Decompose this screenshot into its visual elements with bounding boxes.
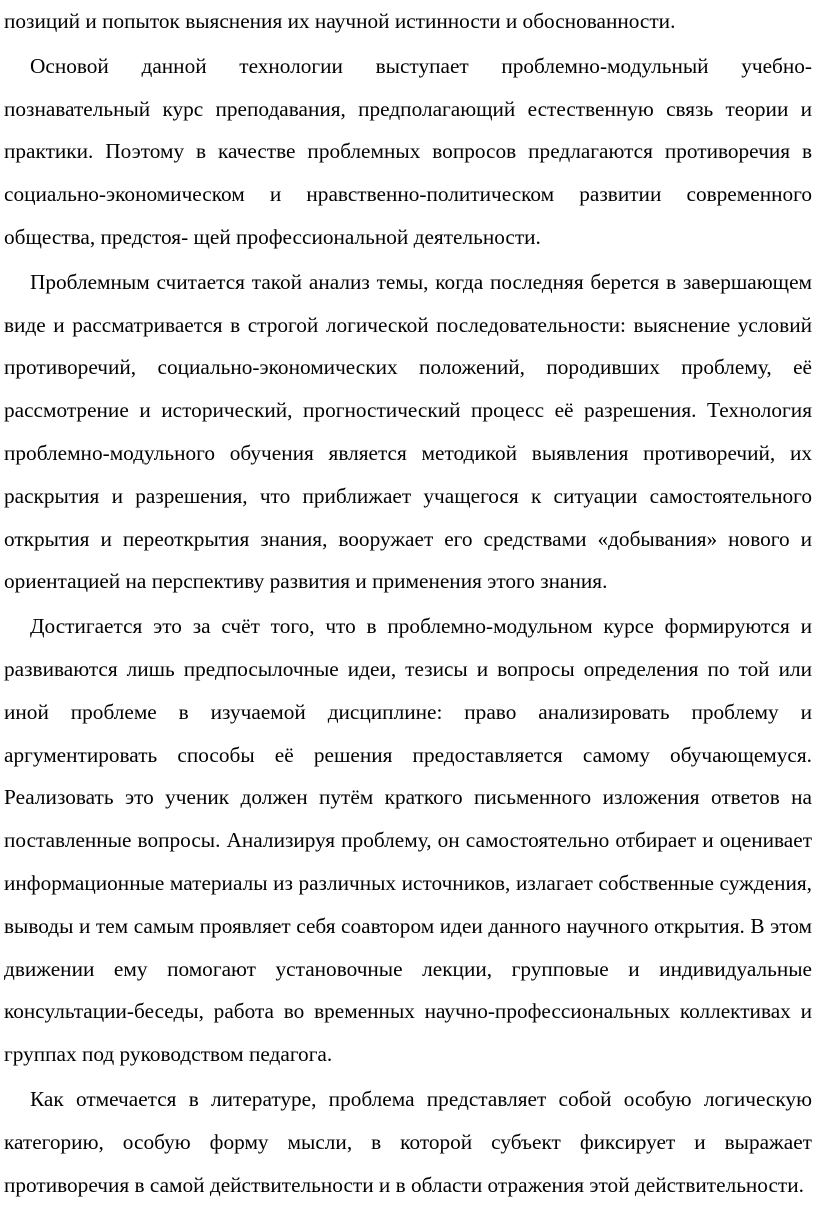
paragraph-continuation: позиций и попыток выяснения их научной истинности и обоснованности. — [4, 9, 676, 33]
paragraph-problem-definition: Как отмечается в литературе, проблема представляет собой особую логическую категорию, особую форму мысли, в которой субъект фиксирует и выражает противоречия в самой действительности и в области отражения этой действительности. — [4, 1086, 812, 1197]
paragraph-problem-analysis: Проблемным считается такой анализ темы, когда последняя берется в завершающем виде и рассматривается в строгой логической последовательности: выяснение условий противоречий, социально-экономических положений, породивших проблему, её рассмотрение и исторический, прогностический процесс её разрешения. Технология проблемно-модульного обучения является методикой выявления противоречий, их раскрытия и разрешения, что приближает учащегося к ситуации самостоятельного открытия и переоткрытия знания, вооружает его средствами «добывания» нового и ориентацией на перспективу развития и применения этого знания. — [4, 269, 812, 594]
paragraph-technology-basis: Основой данной технологии выступает проблемно-модульный учебно-познавательный курс преподавания, предполагающий естественную связь теории и практики. Поэтому в качестве проблемных вопросов предлагаются противоречия в социально-экономическом и нравственно-политическом развитии современного общества, предстоя- щей профессиональной деятельности. — [4, 53, 812, 249]
paragraph-problem-modular-course: Достигается это за счёт того, что в проблемно-модульном курсе формируются и развиваются лишь предпосылочные идеи, тезисы и вопросы определения по той или иной проблеме в изучаемой дисциплине: право анализировать проблему и аргументировать способы её решения предоставляется самому обучающемуся. Реализовать это ученик должен путём краткого письменного изложения ответов на поставленные вопросы. Анализируя проблему, он самостоятельно отбирает и оценивает информационные материалы из различных источников, излагает собственные суждения, выводы и тем самым проявляет себя соавтором идеи данного научного открытия. В этом движении ему помогают установочные лекции, групповые и индивидуальные консультации-беседы, работа во временных научно-профессиональных коллективах и группах под руководством педагога. — [4, 614, 812, 1067]
